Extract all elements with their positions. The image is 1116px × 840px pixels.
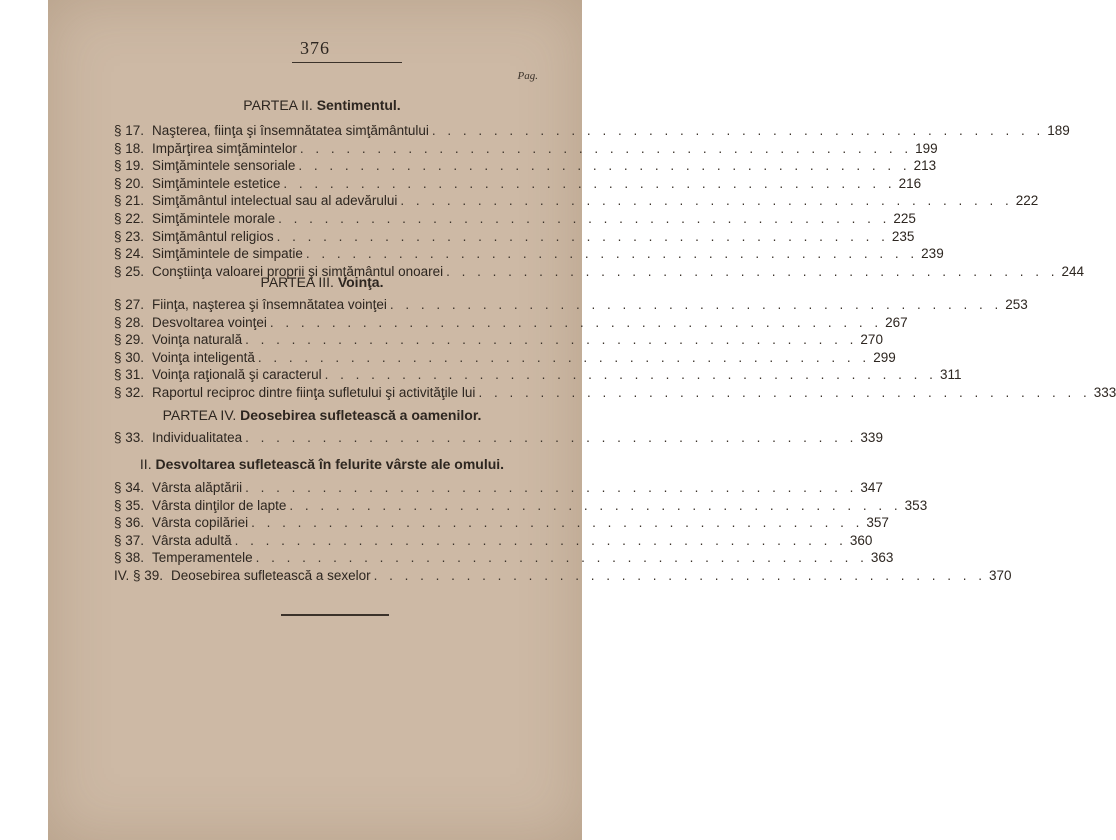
toc-entry — [114, 331, 883, 349]
section-title: Simţământul intelectual sau al adevărului — [152, 193, 398, 209]
page-ref: 270 — [860, 332, 883, 348]
dot-leader: . . . . . . . . . . . . . . . . . . . . . . . . . . . . . . . . . . . . . . . . — [324, 367, 937, 383]
section-number: § 19. — [114, 158, 145, 174]
section-title: Desvoltarea voinţei — [152, 314, 267, 330]
toc-entry — [114, 228, 915, 246]
section-title: Vârsta dinţilor de lapte — [152, 497, 287, 513]
page-ref: 299 — [873, 349, 896, 365]
dot-leader: . . . . . . . . . . . . . . . . . . . . . . . . . . . . . . . . . . . . . . . . — [305, 246, 919, 262]
dot-leader: . . . . . . . . . . . . . . . . . . . . . . . . . . . . . . . . . . . . . . . . — [298, 158, 911, 174]
section-number: § 36. — [114, 515, 145, 531]
section-number: § 31. — [114, 367, 145, 383]
toc-entry — [114, 192, 1039, 210]
section-number: IV. § 39. — [114, 568, 164, 583]
part-heading-name: Desvoltarea sufletească în felurite vârste ale omului. — [155, 456, 505, 472]
dot-leader: . . . . . . . . . . . . . . . . . . . . . . . . . . . . . . . . . . . . . . . . — [245, 480, 858, 495]
part-heading-name: Voinţa. — [337, 274, 384, 290]
dot-leader: . . . . . . . . . . . . . . . . . . . . . . . . . . . . . . . . . . . . . . . . — [400, 193, 1013, 209]
toc-entry — [114, 349, 896, 367]
dot-leader: . . . . . . . . . . . . . . . . . . . . . . . . . . . . . . . . . . . . . . . . — [283, 175, 896, 191]
page-ref: 199 — [915, 140, 938, 156]
page-number: 376 — [300, 38, 330, 58]
section-title: Temperamentele — [152, 550, 253, 566]
toc-entry — [114, 157, 937, 175]
section-title: Simţământul religios — [152, 228, 274, 244]
section-number: § 24. — [114, 246, 145, 262]
section-title: Simţămintele de simpatie — [152, 246, 303, 262]
section-title: Voinţa naturală — [152, 332, 243, 348]
page-ref: 239 — [921, 246, 944, 262]
part-heading — [114, 407, 530, 423]
page-ref: 360 — [849, 532, 873, 548]
section-title: Vârsta alăptării — [152, 480, 243, 495]
toc-entry — [114, 175, 922, 193]
toc-entry — [114, 122, 1070, 140]
closing-rule — [281, 614, 389, 616]
part-heading-prefix: II. — [139, 456, 152, 472]
dot-leader: . . . . . . . . . . . . . . . . . . . . . . . . . . . . . . . . . . . . . . . . — [431, 123, 1045, 138]
section-number: § 17. — [114, 123, 145, 138]
part-heading-name: Deosebirea sufletească a oamenilor. — [240, 407, 482, 423]
toc-entry — [114, 210, 916, 228]
section-title: Fiinţa, naşterea şi însemnătatea voinţei — [152, 297, 387, 312]
dot-leader: . . . . . . . . . . . . . . . . . . . . . . . . . . . . . . . . . . . . . . . . — [373, 568, 986, 583]
section-number: § 37. — [114, 532, 145, 548]
page-ref: 213 — [913, 158, 937, 174]
dot-leader: . . . . . . . . . . . . . . . . . . . . . . . . . . . . . . . . . . . . . . . . — [234, 532, 847, 548]
section-number: § 32. — [114, 385, 145, 400]
dot-leader: . . . . . . . . . . . . . . . . . . . . . . . . . . . . . . . . . . . . . . . . — [289, 497, 902, 513]
page-ref: 333 — [1093, 385, 1116, 400]
page-ref: 253 — [1005, 297, 1028, 312]
toc-entry — [114, 479, 883, 497]
toc-entry — [114, 384, 1116, 402]
section-number: § 29. — [114, 332, 145, 348]
dot-leader: . . . . . . . . . . . . . . . . . . . . . . . . . . . . . . . . . . . . . . . . — [278, 211, 891, 226]
dot-leader: . . . . . . . . . . . . . . . . . . . . . . . . . . . . . . . . . . . . . . . . — [478, 385, 1091, 400]
section-number: § 27. — [114, 297, 145, 312]
page-ref: 339 — [860, 430, 883, 445]
section-title: Impărţirea simţămintelor — [152, 140, 297, 156]
dot-leader: . . . . . . . . . . . . . . . . . . . . . . . . . . . . . . . . . . . . . . . . — [299, 140, 913, 156]
page-number-rule — [292, 62, 402, 63]
dot-leader: . . . . . . . . . . . . . . . . . . . . . . . . . . . . . . . . . . . . . . . . — [389, 297, 1003, 312]
section-number: § 30. — [114, 349, 145, 365]
dot-leader: . . . . . . . . . . . . . . . . . . . . . . . . . . . . . . . . . . . . . . . . — [257, 349, 871, 365]
page-ref: 244 — [1061, 263, 1085, 279]
page-ref: 357 — [866, 515, 889, 531]
section-title: Conştiinţa valoarei proprii şi simţământul onoarei — [152, 263, 444, 279]
page-ref: 216 — [898, 175, 922, 191]
section-number: § 33. — [114, 430, 145, 445]
section-title: Simţămintele sensoriale — [152, 158, 296, 174]
toc-entry — [114, 245, 944, 263]
part-heading — [114, 456, 530, 472]
part-heading-prefix: PARTEA II. — [243, 97, 313, 113]
page-ref: 235 — [891, 228, 915, 244]
dot-leader: . . . . . . . . . . . . . . . . . . . . . . . . . . . . . . . . . . . . . . . . — [245, 430, 858, 445]
section-number: § 21. — [114, 193, 145, 209]
toc-entry — [114, 514, 889, 532]
part-heading — [114, 97, 530, 113]
dot-leader: . . . . . . . . . . . . . . . . . . . . . . . . . . . . . . . . . . . . . . . . — [446, 263, 1059, 279]
section-number: § 20. — [114, 175, 145, 191]
part-heading-prefix: PARTEA IV. — [162, 407, 237, 423]
page-ref: 353 — [904, 497, 928, 513]
page-ref: 267 — [885, 314, 908, 330]
page-ref: 225 — [893, 211, 916, 226]
section-number: § 18. — [114, 140, 145, 156]
dot-leader: . . . . . . . . . . . . . . . . . . . . . . . . . . . . . . . . . . . . . . . . — [251, 515, 864, 531]
section-number: § 34. — [114, 480, 145, 495]
section-title: Vârsta adultă — [152, 532, 232, 548]
part-heading — [114, 274, 530, 290]
toc-entry — [114, 366, 962, 384]
toc-entry — [114, 296, 1028, 314]
section-number: § 22. — [114, 211, 145, 226]
dot-leader: . . . . . . . . . . . . . . . . . . . . . . . . . . . . . . . . . . . . . . . . — [269, 314, 883, 330]
section-number: § 35. — [114, 497, 145, 513]
toc-entry — [114, 140, 938, 158]
dot-leader: . . . . . . . . . . . . . . . . . . . . . . . . . . . . . . . . . . . . . . . . — [255, 550, 868, 566]
toc-entry — [114, 532, 873, 550]
toc-entry — [114, 549, 894, 567]
section-title: Simţămintele estetice — [152, 175, 281, 191]
page-ref: 222 — [1015, 193, 1039, 209]
section-title: Raportul reciproc dintre fiinţa sufletului şi activităţile lui — [152, 385, 476, 400]
book-page — [48, 0, 1116, 840]
page-ref: 311 — [939, 367, 962, 383]
page-ref: 347 — [860, 480, 883, 495]
toc-entry — [114, 497, 928, 515]
page-ref: 370 — [988, 568, 1012, 583]
section-title: Individualitatea — [152, 430, 243, 445]
toc-entry — [114, 314, 908, 332]
section-number: § 38. — [114, 550, 145, 566]
section-title: Naşterea, fiinţa şi însemnătatea simţământului — [152, 123, 429, 138]
section-title: Deosebirea sufletească a sexelor — [171, 568, 371, 583]
section-number: § 28. — [114, 314, 145, 330]
dot-leader: . . . . . . . . . . . . . . . . . . . . . . . . . . . . . . . . . . . . . . . . — [245, 332, 858, 348]
section-title: Voinţa raţională şi caracterul — [152, 367, 322, 383]
section-number: § 23. — [114, 228, 145, 244]
section-title: Simţămintele morale — [152, 211, 276, 226]
pag-column-label: Pag. — [517, 70, 538, 82]
part-heading-name: Sentimentul. — [316, 97, 401, 113]
toc-entry — [114, 567, 1012, 585]
toc-entry — [114, 429, 883, 447]
dot-leader: . . . . . . . . . . . . . . . . . . . . . . . . . . . . . . . . . . . . . . . . — [276, 228, 889, 244]
section-number: § 25. — [114, 263, 145, 279]
page-ref: 363 — [870, 550, 894, 566]
part-heading-prefix: PARTEA III. — [260, 274, 334, 290]
section-title: Voinţa inteligentă — [152, 349, 255, 365]
page-ref: 189 — [1047, 123, 1070, 138]
section-title: Vârsta copilăriei — [152, 515, 249, 531]
